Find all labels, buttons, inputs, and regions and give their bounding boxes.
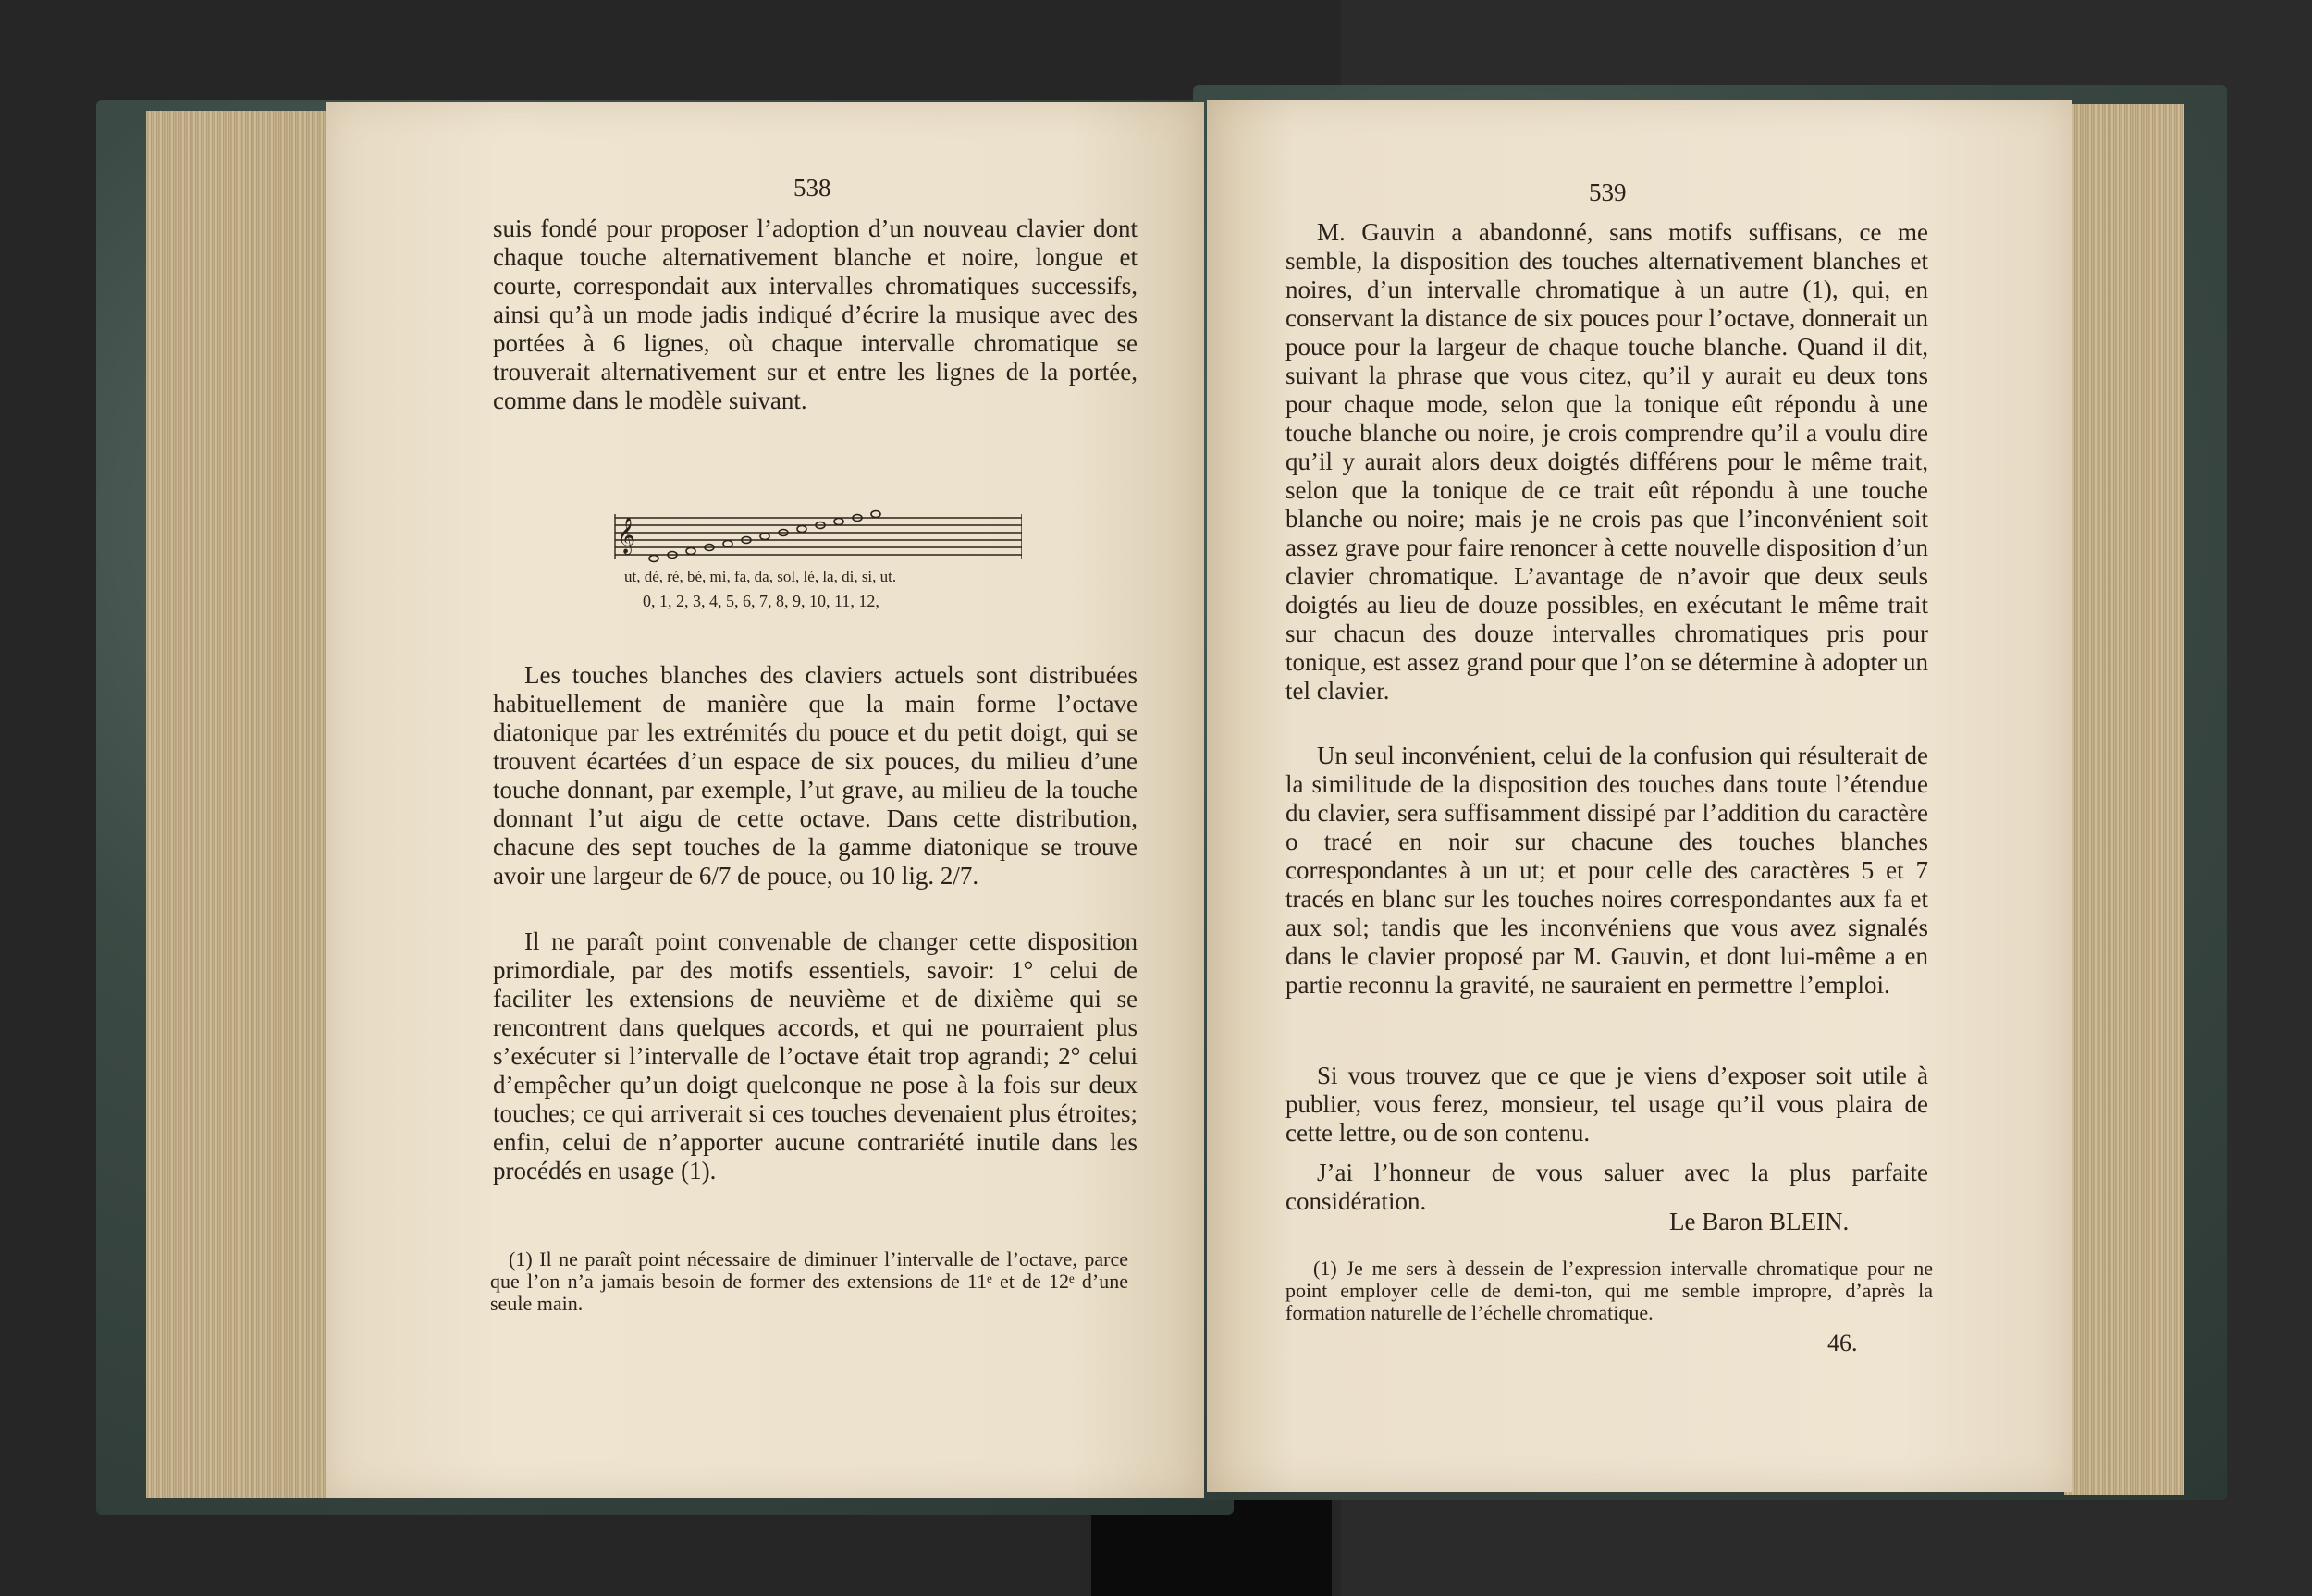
right-page-number: 539 <box>1589 178 1627 206</box>
right-paragraph-3: Si vous trouvez que ce que je viens d’exposer soit utile à publier, vous ferez, monsieur, tel usage qu’il vous plaira de cette lettre, ou de son contenu. <box>1285 1062 1928 1147</box>
right-paragraph-1: M. Gauvin a abandonné, sans motifs suffisans, ce me semble, la disposition des touches alternativement blanches et noires, d’un intervalle chromatique à un autre (1), qui, en conservant la distance de six pouces pour l’octave, donnerait un pouce pour la largeur de chaque touche blanche. Quand il dit, suivant la phrase que vous citez, qu’il y aurait eu deux tons pour chaque mode, selon que la tonique eût répondu à une touche blanche ou noire, je crois comprendre qu’il a voulu dire qu’il y aurait alors deux doigtés différens pour le même trait, selon que la tonique de ce trait eût répondu à une touche blanche ou noire; mais je ne crois pas que l’inconvénient soit assez grave pour faire renoncer à cette nouvelle disposition d’un clavier chromatique. L’avantage de n’avoir que deux seuls doigtés au lieu de douze possibles, en exécutant le même trait sur chacun des douze intervalles chromatiques pris pour tonique, est assez grand pour que l’on se détermine à adopter un tel clavier. <box>1285 218 1928 705</box>
music-staff-example <box>606 507 1022 610</box>
svg-text:𝄞: 𝄞 <box>617 517 636 554</box>
left-paragraph-2: Les touches blanches des claviers actuels sont distribuées habituellement de manière que la main forme l’octave diatonique par les extrémités du pouce et du petit doigt, qui se trouvent écartées d’un espace de six pouces, du milieu d’une touche donnant, par exemple, l’ut grave, au milieu de la touche donnant l’ut aigu de cette octave. Dans cette distribution, chacune des sept touches de la gamme diatonique se trouve avoir une largeur de 6/7 de pouce, ou 10 lig. 2/7. <box>493 661 1138 890</box>
right-paragraph-4: J’ai l’honneur de vous saluer avec la plus parfaite considération. <box>1285 1159 1928 1215</box>
page-edges-right <box>2064 104 2184 1495</box>
signature: Le Baron BLEIN. <box>1669 1208 1850 1235</box>
music-staff-icon <box>606 507 1022 571</box>
interval-numbers: 0, 1, 2, 3, 4, 5, 6, 7, 8, 9, 10, 11, 12, <box>643 592 879 610</box>
left-footnote: (1) Il ne paraît point nécessaire de diminuer l’intervalle de l’octave, parce que l’on n’a jamais besoin de former des extensions de 11ᵉ et de 12ᵉ d’une seule main. <box>490 1247 1128 1315</box>
right-paragraph-2: Un seul inconvénient, celui de la confusion qui résulterait de la similitude de la disposition des touches dans toute l’étendue du clavier, sera suffisamment dissipé par l’addition du caractère o tracé en noir sur chacune des touches blanches correspondantes à un ut; et pour celle des caractères 5 et 7 tracés en blanc sur les touches noires correspondantes aux fa et aux sol; tandis que les inconvéniens que vous avez signalés dans le clavier proposé par M. Gauvin, et dont lui-même a en partie reconnu la gravité, ne sauraient en permettre l’emploi. <box>1285 742 1928 999</box>
left-page-number: 538 <box>793 174 831 202</box>
signature-mark: 46. <box>1827 1330 1858 1357</box>
left-paragraph-3: Il ne paraît point convenable de changer cette disposition primordiale, par des motifs essentiels, savoir: 1° celui de faciliter les extensions de neuvième et de dixième qui se rencontrent dans quelques accords, et qui ne pourraient plus s’exécuter si l’intervalle de l’octave était trop agrandi; 2° celui d’empêcher qu’un doigt quelconque ne pose à la fois sur deux touches; ce qui arriverait si ces touches devenaient plus étroites; enfin, celui de n’apporter aucune contrariété inutile dans les procédés en usage (1). <box>493 927 1138 1185</box>
page-edges-left <box>146 111 331 1498</box>
solfege-labels: ut, dé, ré, bé, mi, fa, da, sol, lé, la, di, si, ut. <box>624 568 897 585</box>
left-paragraph-1: suis fondé pour proposer l’adoption d’un nouveau clavier dont chaque touche alternativement blanche et noire, longue et courte, correspondait aux intervalles chromatiques successifs, ainsi qu’à un mode jadis indiqué d’écrire la musique avec des portées à 6 lignes, où chaque intervalle chromatique se trouverait alternativement sur et entre les lignes de la portée, comme dans le modèle suivant. <box>493 215 1138 414</box>
right-footnote: (1) Je me sers à dessein de l’expression intervalle chromatique pour ne point employer celle de demi-ton, qui me semble impropre, d’après la formation naturelle de l’échelle chromatique. <box>1285 1257 1933 1324</box>
